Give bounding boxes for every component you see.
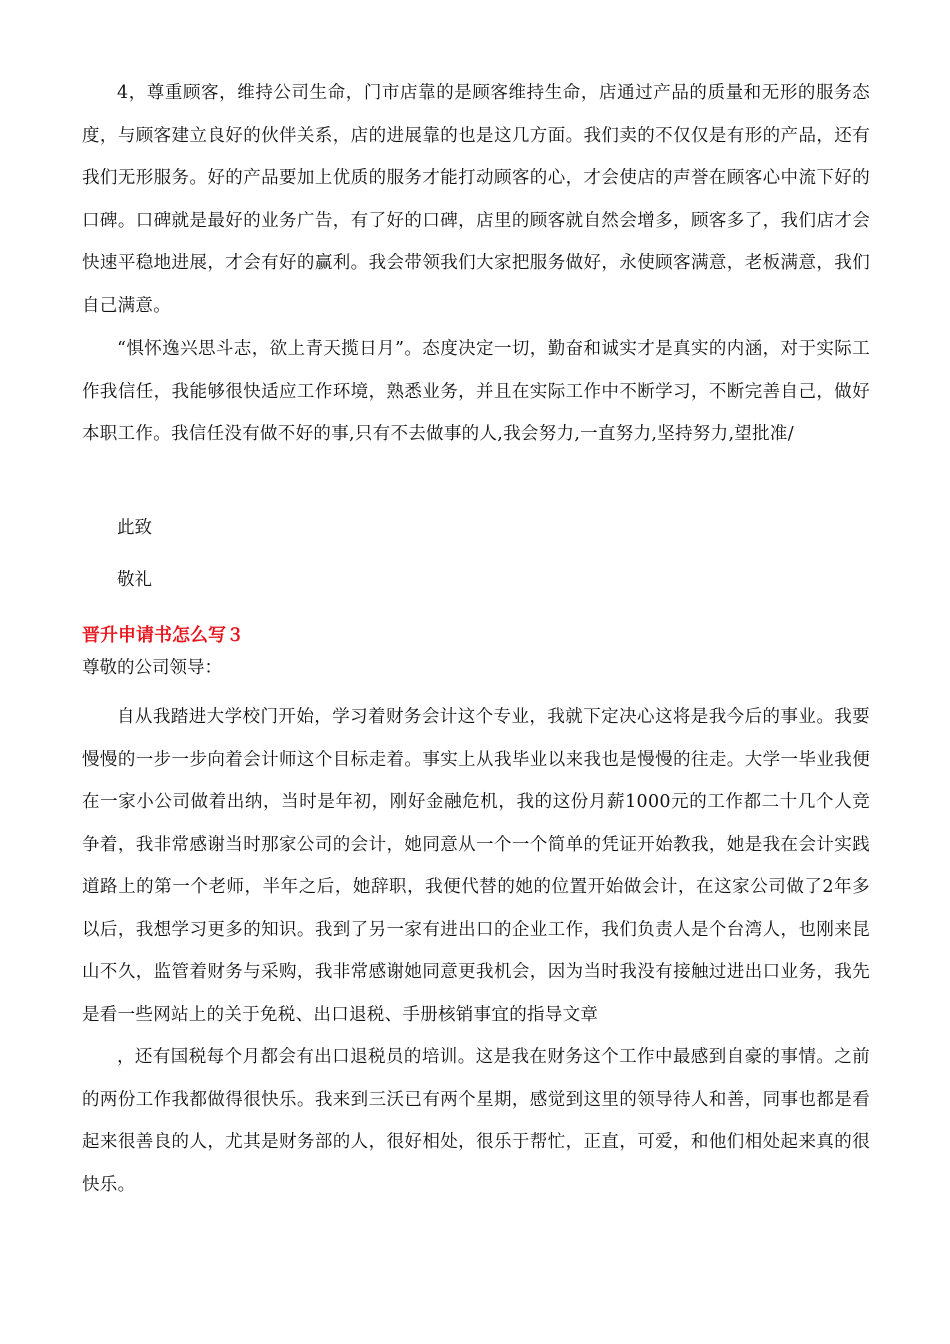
closing-cizhi: 此致 — [117, 518, 152, 538]
paragraph-attitude-quote: “惧怀逸兴思斗志，欲上青天揽日月”。态度决定一切，勤奋和诚实才是真实的内涵，对于实际工作我信任，我能够很快适应工作环境，熟悉业务，并且在实际工作中不断学习，不断完善自己，做好本职工作。我信任没有做不好的事,只有不去做事的人,我会努力,一直努力,坚持努力,望批准/ — [82, 339, 870, 444]
paragraph-current-job: ，还有国税每个月都会有出口退税员的培训。这是我在财务这个工作中最感到自豪的事情。之前的两份工作我都做得很快乐。我来到三沃已有两个星期，感觉到这里的领导待人和善，同事也都是看起来很善良的人，尤其是财务部的人，很好相处，很乐于帮忙，正直，可爱，和他们相处起来真的很快乐。 — [82, 1047, 870, 1195]
section-heading: 晋升申请书怎么写３ — [82, 625, 244, 646]
paragraph-respect-customers: 4，尊重顾客，维持公司生命，门市店靠的是顾客维持生命，店通过产品的质量和无形的服务态度，与顾客建立良好的伙伴关系，店的进展靠的也是这几方面。我们卖的不仅仅是有形的产品，还有我们无形服务。好的产品要加上优质的服务才能打动顾客的心，才会使店的声誉在顾客心中流下好的口碑。口碑就是最好的业务广告，有了好的口碑，店里的顾客就自然会增多，顾客多了，我们店才会快速平稳地进展，才会有好的赢利。我会带领我们大家把服务做好，永使顾客满意，老板满意，我们自己满意。 — [82, 83, 870, 316]
salutation: 尊敬的公司领导： — [82, 658, 222, 678]
paragraph-career-story: 自从我踏进大学校门开始，学习着财务会计这个专业，我就下定决心这将是我今后的事业。我要慢慢的一步一步向着会计师这个目标走着。事实上从我毕业以来我也是慢慢的往走。大学一毕业我便在一家小公司做着出纳，当时是年初，刚好金融危机，我的这份月薪1000元的工作都二十几个人竞争着，我非常感谢当时那家公司的会计，她同意从一个一个简单的凭证开始教我，她是我在会计实践道路上的第一个老师，半年之后，她辞职，我便代替的她的位置开始做会计，在这家公司做了2年多以后，我想学习更多的知识。我到了另一家有进出口的企业工作，我们负责人是个台湾人，也刚来昆山不久，监管着财务与采购，我非常感谢她同意更我机会，因为当时我没有接触过进出口业务，我先是看一些网站上的关于免税、出口退税、手册核销事宜的指导文章 — [82, 707, 870, 1025]
closing-jingli: 敬礼 — [117, 570, 152, 590]
